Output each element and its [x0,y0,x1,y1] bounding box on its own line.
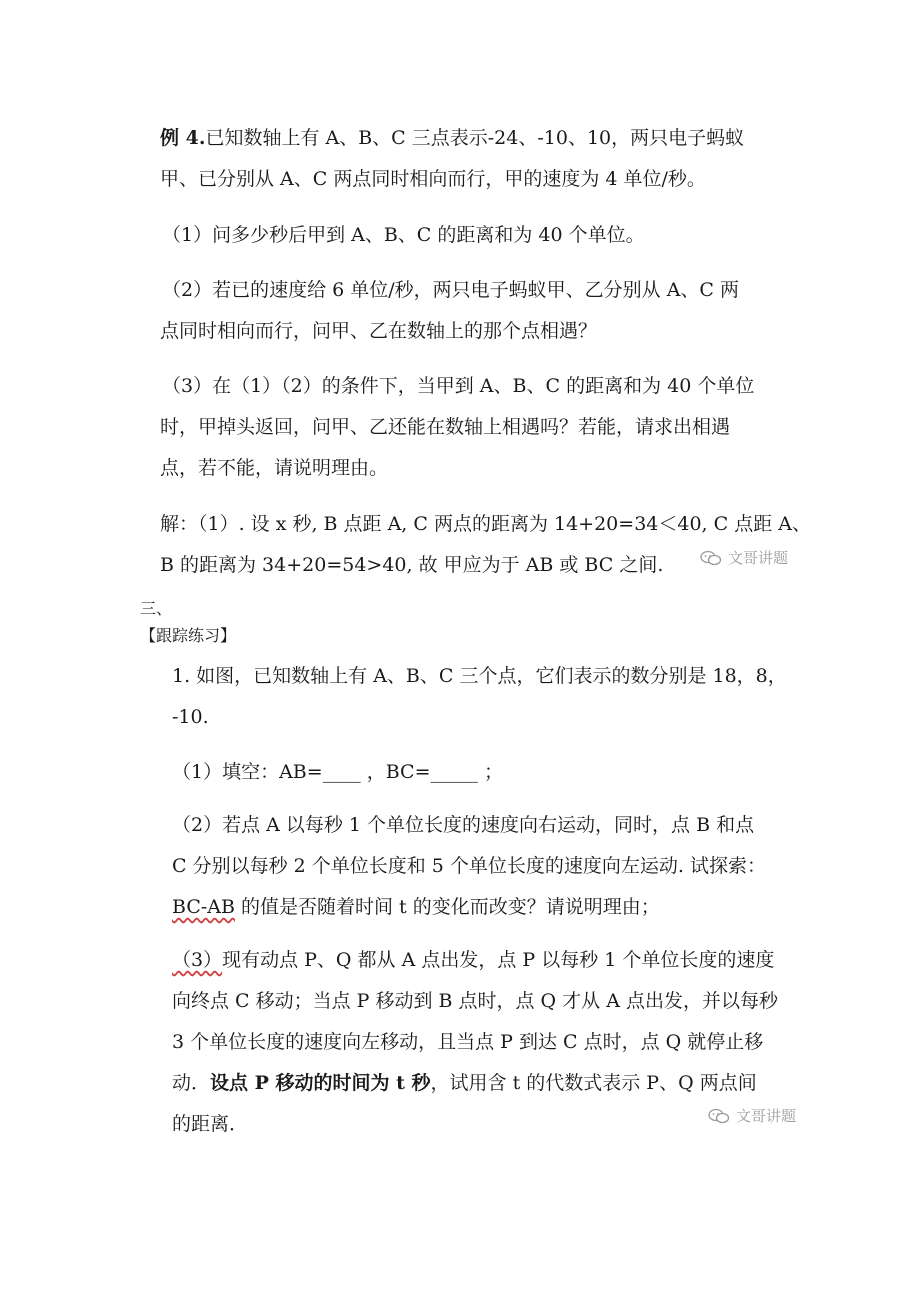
exercise1-line1: 1. 如图，已知数轴上有 A、B、C 三个点，它们表示的数分别是 18，8， [172,665,787,687]
exercise1-question3-line2: 向终点 C 移动；当点 P 移动到 B 点时，点 Q 才从 A 点出发，并以每秒 [172,990,778,1012]
bc-ab-expression: BC-AB [172,896,235,918]
section-heading: 【跟踪练习】 [140,626,237,645]
exercise1-question1: （1）填空：AB=____ ，BC=_____ ； [172,761,504,783]
example4-solution-line1: 解：（1）. 设 x 秒, B 点距 A, C 两点的距离为 14+20=34＜40, C 点距 A、 [160,513,811,535]
example4-solution-line2: B 的距离为 34+20=54>40, 故 甲应为于 AB 或 BC 之间. [160,554,664,576]
example4-question3-line1: （3）在（1）（2）的条件下，当甲到 A、B、C 的距离和为 40 个单位 [162,375,755,397]
section-number: 三、 [140,599,173,618]
watermark-1: 文哥讲题 [700,547,788,568]
wechat-icon [700,550,722,566]
example4-question1: （1）问多少秒后甲到 A、B、C 的距离和为 40 个单位。 [162,224,645,246]
example4-question3-line2: 时，甲掉头返回，问甲、乙还能在数轴上相遇吗？若能，请求出相遇 [160,416,731,438]
exercise1-line2: -10. [172,706,209,728]
example4-question3-line3: 点，若不能，请说明理由。 [160,457,389,479]
watermark-2: 文哥讲题 [708,1105,796,1126]
example4-line1: 例 4.已知数轴上有 A、B、C 三点表示-24、-10、10，两只电子蚂蚁 [160,127,745,149]
time-definition: 设点 P 移动的时间为 t 秒 [210,1072,431,1094]
exercise1-question2-line3: BC-AB 的值是否随着时间 t 的变化而改变？请说明理由； [172,896,660,918]
example4-question2-line2: 点同时相向而行，问甲、乙在数轴上的那个点相遇？ [160,320,598,342]
question3-marker: （3） [172,949,223,971]
wechat-icon [708,1108,730,1124]
exercise1-question2-line1: （2）若点 A 以每秒 1 个单位长度的速度向右运动，同时，点 B 和点 [172,814,755,836]
example4-label: 例 4. [160,127,206,149]
exercise1-question3-line5: 的距离． [172,1113,249,1135]
exercise1-question2-line2: C 分别以每秒 2 个单位长度和 5 个单位长度的速度向左运动. 试探索： [172,855,766,877]
exercise1-question3-line1: （3）现有动点 P、Q 都从 A 点出发，点 P 以每秒 1 个单位长度的速度 [172,949,775,971]
example4-question2-line1: （2）若已的速度给 6 单位/秒，两只电子蚂蚁甲、乙分别从 A、C 两 [162,279,739,301]
example4-line2: 甲、已分别从 A、C 两点同时相向而行，甲的速度为 4 单位/秒。 [160,168,706,190]
exercise1-question3-line4: 动．设点 P 移动的时间为 t 秒，试用含 t 的代数式表示 P、Q 两点间 [172,1072,757,1094]
exercise1-question3-line3: 3 个单位长度的速度向左移动，且当点 P 到达 C 点时，点 Q 就停止移 [172,1031,764,1053]
